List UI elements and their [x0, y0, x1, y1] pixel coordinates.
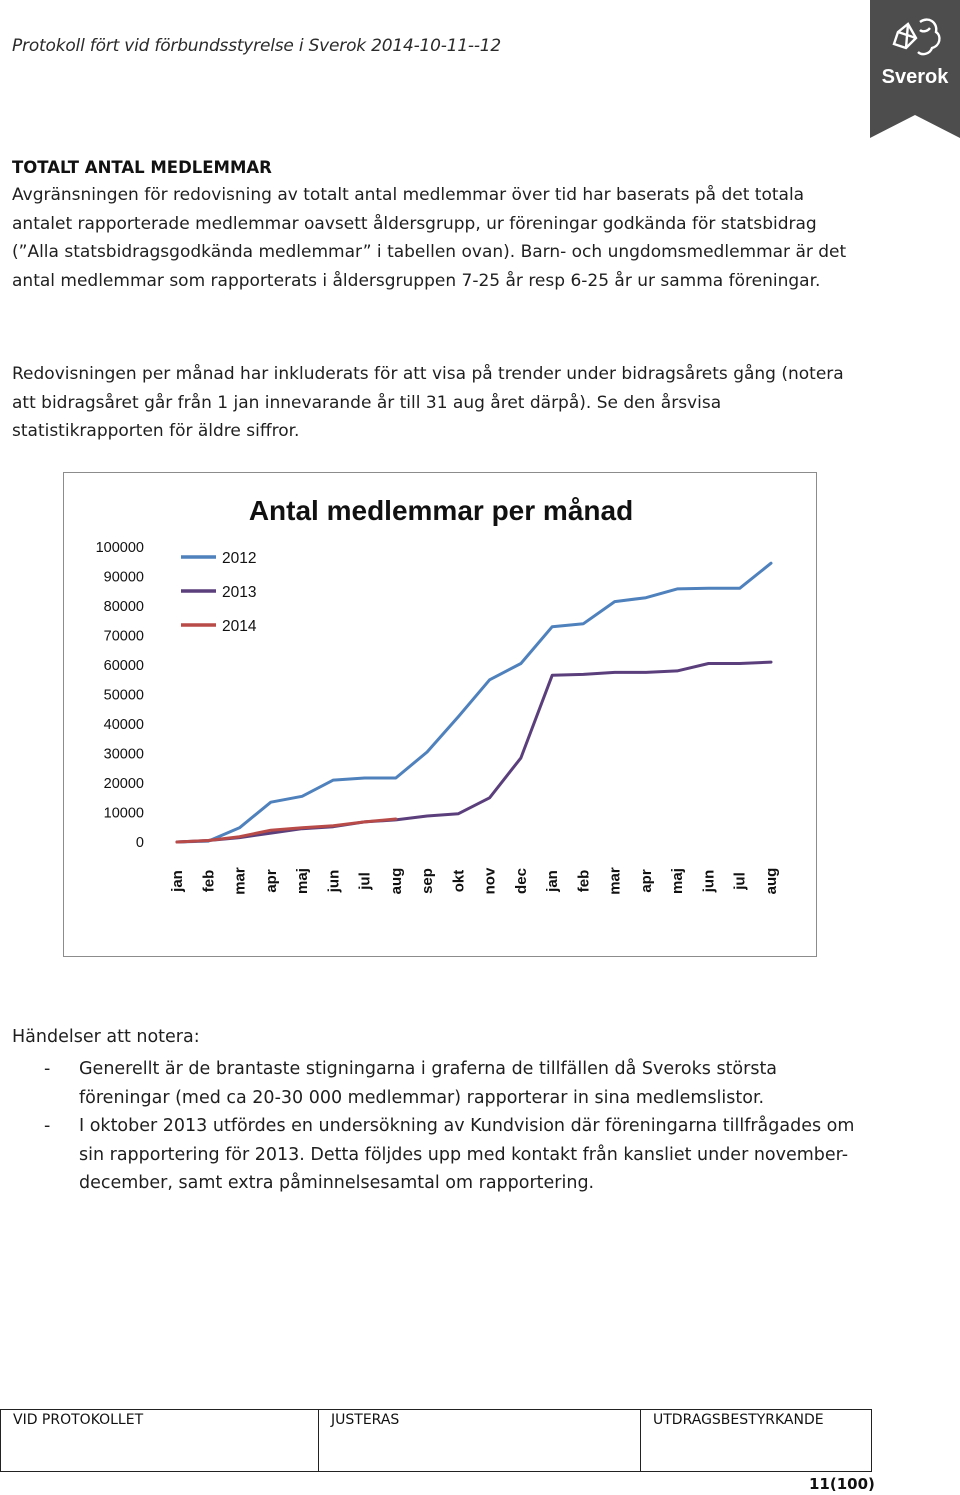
- x-tick-label: nov: [481, 867, 499, 895]
- x-tick-label: mar: [606, 867, 624, 895]
- y-tick-label: 100000: [95, 540, 144, 556]
- y-tick-label: 10000: [103, 805, 144, 822]
- legend-label: 2014: [222, 618, 257, 635]
- sverok-logo: [870, 0, 960, 138]
- intro-paragraph: Avgränsningen för redovisning av totalt antal medlemmar över tid har baserats på det totala antalet rapporterade medlemmar oavsett åldersgrupp, ur föreningar godkända för statsbidrag (”Alla statsbidragsgodkända medlemmar” i tabellen ovan). Barn- och ungdomsmedlemmar är det antal medlemmar som rapporterats i åldersgruppen 7-25 år resp 6-25 år ur samma föreningar.: [12, 185, 847, 291]
- list-item: [12, 1055, 862, 1112]
- x-tick-label: jul: [356, 872, 374, 890]
- x-tick-label: maj: [294, 868, 312, 894]
- x-tick-label: jun: [325, 869, 343, 893]
- y-tick-label: 70000: [103, 628, 144, 645]
- footer-cell-utdrag: UTDRAGSBESTYRKANDE: [641, 1410, 872, 1472]
- x-tick-label: mar: [231, 867, 249, 895]
- events-heading: Händelser att notera:: [12, 1027, 200, 1047]
- members-chart: [63, 472, 817, 957]
- series-line-2013: [177, 662, 771, 842]
- x-tick-label: sep: [419, 868, 437, 894]
- monthly-paragraph: Redovisningen per månad har inkluderats för att visa på trender under bidragsårets gång (notera att bidragsåret går från 1 jan innevarande år till 31 aug året därpå). Se den årsvisa statistikrapporten för äldre siffror.: [12, 364, 844, 442]
- x-tick-label: apr: [637, 869, 655, 893]
- members-chart-svg: [64, 473, 818, 958]
- sverok-logo-text: Sverok: [881, 66, 949, 88]
- list-item: [12, 1112, 862, 1198]
- series-line-2012: [177, 563, 771, 842]
- y-tick-label: 50000: [103, 687, 144, 704]
- y-tick-label: 60000: [103, 658, 144, 674]
- x-tick-label: aug: [763, 867, 780, 895]
- x-tick-label: okt: [450, 869, 468, 893]
- x-tick-label: feb: [200, 869, 218, 893]
- x-tick-label: apr: [262, 869, 280, 893]
- y-tick-label: 80000: [103, 599, 144, 615]
- event-text: Generellt är de brantaste stigningarna i graferna de tillfällen då Sveroks största föreningar (med ca 20-30 000 medlemmar) rapporterar in sina medlemslistor.: [79, 1059, 778, 1108]
- events-list: [12, 1055, 862, 1198]
- series-line-2014: [177, 819, 396, 842]
- y-tick-label: 0: [135, 835, 144, 851]
- signature-table: [0, 1409, 872, 1472]
- legend-label: 2012: [222, 550, 257, 567]
- event-text: I oktober 2013 utfördes en undersökning av Kundvision där föreningarna tillfrågades om sin rapportering för 2013. Detta följdes upp med kontakt från kansliet under november-december, samt extra påminnelsesamtal om rapportering.: [79, 1116, 855, 1194]
- x-tick-label: jul: [731, 872, 749, 890]
- x-tick-label: feb: [575, 869, 593, 893]
- y-tick-label: 30000: [103, 746, 144, 763]
- x-tick-label: aug: [387, 867, 405, 895]
- x-tick-label: jan: [544, 870, 562, 892]
- x-tick-label: maj: [669, 868, 687, 894]
- y-tick-label: 40000: [103, 717, 144, 733]
- list-bullet: -: [44, 1116, 51, 1137]
- chart-title: Antal medlemmar per månad: [248, 495, 634, 526]
- footer-cell-protokoll: VID PROTOKOLLET: [1, 1410, 319, 1472]
- page-number: 11(100): [809, 1475, 875, 1493]
- footer-cell-justeras: JUSTERAS: [319, 1410, 641, 1472]
- x-tick-label: jun: [700, 869, 718, 893]
- list-bullet: -: [44, 1059, 51, 1079]
- document-header-title: Protokoll fört vid förbundsstyrelse i Sverok 2014-10-11--12: [12, 36, 502, 56]
- y-tick-label: 90000: [103, 569, 144, 586]
- section-heading: TOTALT ANTAL MEDLEMMAR: [12, 158, 272, 177]
- y-tick-label: 20000: [103, 776, 144, 792]
- x-tick-label: jan: [169, 870, 186, 892]
- x-tick-label: dec: [512, 868, 530, 894]
- legend-label: 2013: [222, 584, 257, 601]
